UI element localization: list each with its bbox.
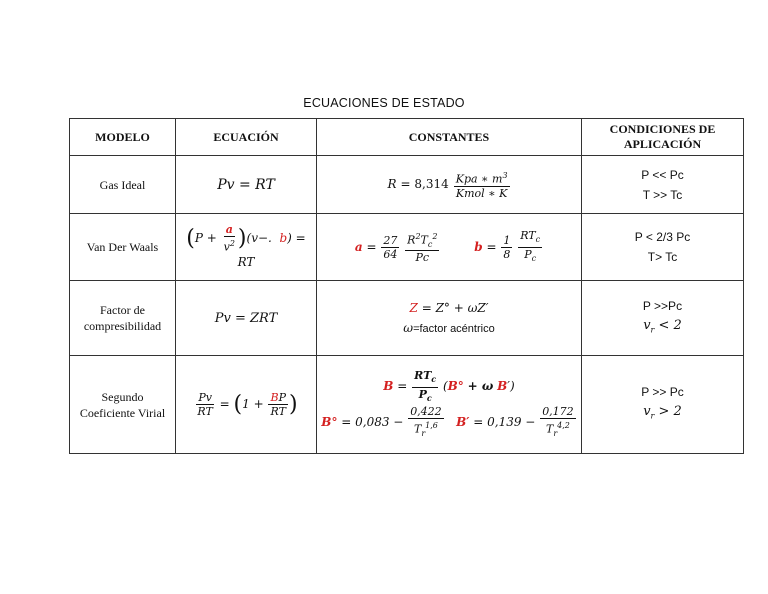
header-modelo: MODELO xyxy=(70,119,176,156)
table-row xyxy=(70,281,744,356)
condition-line: P < 2/3 Pc xyxy=(634,230,691,244)
condition-line: P << Pc xyxy=(641,167,684,182)
header-ecuacion: ECUACIÓN xyxy=(176,119,317,156)
header-row xyxy=(70,119,744,156)
table-row xyxy=(70,214,744,281)
conditions-cell: P >> Pc $v_r > 2$ xyxy=(582,356,744,454)
equation-cell: Pv = ZRT xyxy=(176,281,317,356)
equation-cell: (P + $\frac{a}{v^2}$ )(v−. b) = RT xyxy=(176,214,317,281)
conditions-cell: P >>Pc $v_r < 2$ xyxy=(582,281,744,356)
constants-cell: Z = Z° + ωZ′ ω=factor acéntrico xyxy=(317,281,582,356)
constants-cell: a = $\frac{27}{64}$ $\frac{R^2T_c^2}{Pc}$ b = $\frac{1}{8}$ $\frac{RT_c}{P_c}$ xyxy=(317,214,582,281)
table-row xyxy=(70,156,744,214)
constants-cell: R = 8,314 $\frac{Kpa ∗ m^3}{\text{Kmol ∗ K}}$ xyxy=(317,156,582,214)
condition-line: P >> Pc xyxy=(641,385,684,400)
model-cell: Van Der Waals xyxy=(70,214,176,281)
conditions-cell xyxy=(582,156,744,214)
equation-cell: Pv = RT xyxy=(176,156,317,214)
constants-cell: B = $\frac{RT_c}{P_c}$ (B° + ω B′) B° = 0,083 − $\frac{0,422}{T_r^{1,6}}$ B′ = 0,139 − $\frac{0,172}{T_r^{4,2}}$ xyxy=(317,356,582,454)
table-row xyxy=(70,356,744,454)
conditions-cell xyxy=(582,214,744,281)
equations-table xyxy=(69,118,744,454)
page-title: ECUACIONES DE ESTADO xyxy=(303,96,465,110)
model-cell: Segundo Coeficiente Virial xyxy=(70,356,176,454)
condition-line: P >>Pc xyxy=(642,298,683,313)
model-cell: Factor de compresibilidad xyxy=(70,281,176,356)
header-constantes: CONSTANTES xyxy=(317,119,582,156)
model-cell: Gas Ideal xyxy=(70,156,176,214)
header-condiciones: CONDICIONES DE APLICACIÓN xyxy=(582,119,744,156)
condition-line: T> Tc xyxy=(647,250,678,264)
equation-cell: $\frac{Pv}{RT}$ = (1 + $\frac{BP}{RT}$ ) xyxy=(176,356,317,454)
condition-line: T >> Tc xyxy=(642,187,683,202)
